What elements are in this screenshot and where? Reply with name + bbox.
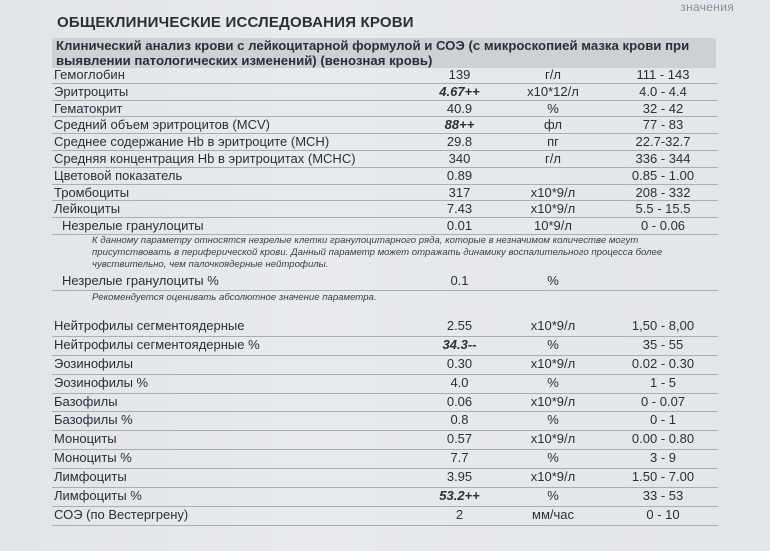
test-unit: %	[547, 374, 559, 390]
results-group-c	[52, 318, 718, 526]
test-value: 0.01	[446, 218, 473, 234]
test-unit: %	[547, 450, 559, 466]
note-line: присутствовать в периферической крови. Данный параметр может отражать динамику воспалительного процесса более	[92, 246, 663, 258]
test-name: Эозинофилы %	[54, 374, 149, 390]
test-value: 139	[448, 67, 471, 82]
note-line: Рекомендуется оценивать абсолютное значение параметра.	[92, 291, 377, 303]
report-title: ОБЩЕКЛИНИЧЕСКИЕ ИССЛЕДОВАНИЯ КРОВИ	[57, 14, 414, 31]
test-reference: 0.85 - 1.00	[631, 167, 695, 183]
table-row	[52, 218, 718, 235]
table-row	[52, 507, 718, 526]
test-value: 340	[448, 150, 471, 166]
test-name: Незрелые гранулоциты %	[62, 272, 219, 288]
note-line: чувствительно, чем палочкоядерные нейтрофилы.	[92, 258, 329, 270]
test-name: Моноциты %	[54, 450, 132, 466]
test-reference: 4.0 - 4.4	[639, 83, 687, 99]
test-value: 0.06	[446, 393, 473, 409]
table-row	[52, 488, 718, 507]
test-name: Среднее содержание Hb в эритроците (MCH)	[54, 134, 330, 150]
test-unit: пг	[547, 134, 559, 150]
test-name: Лимфоциты %	[54, 487, 142, 503]
test-name: Незрелые гранулоциты	[62, 218, 204, 234]
test-reference: 0.02 - 0.30	[631, 355, 695, 371]
table-row	[52, 412, 718, 431]
test-reference: 5.5 - 15.5	[635, 201, 691, 217]
table-row	[52, 394, 718, 413]
test-name: Цветовой показатель	[54, 167, 183, 183]
test-value: 4.0	[450, 374, 469, 390]
test-name: Тромбоциты	[54, 184, 130, 200]
test-unit: %	[547, 487, 559, 503]
table-row	[52, 134, 718, 151]
section-header: Клинический анализ крови с лейкоцитарной формулой и СОЭ (с микроскопией мазка крови при выявлении патологических изменений) (венозная кровь)	[52, 38, 716, 68]
table-row	[52, 151, 718, 168]
test-value: 3.95	[446, 469, 473, 485]
test-unit: мм/час	[532, 506, 574, 522]
test-name: Эритроциты	[54, 83, 129, 99]
test-unit: %	[547, 272, 559, 288]
test-name: Гемоглобин	[54, 67, 125, 82]
test-reference: 111 - 143	[636, 67, 690, 82]
test-name: Средняя концентрация Hb в эритроцитах (MCHC)	[54, 150, 356, 166]
test-reference: 22.7-32.7	[635, 134, 691, 150]
table-row	[52, 168, 718, 185]
table-row	[52, 117, 718, 134]
test-value: 29.8	[446, 134, 473, 150]
test-reference: 32 - 42	[642, 100, 684, 116]
test-unit: %	[547, 412, 559, 428]
test-name: Гематокрит	[54, 100, 123, 116]
test-value: 88++	[444, 117, 475, 133]
test-unit: х10*9/л	[530, 184, 576, 200]
table-row	[52, 67, 718, 84]
test-value: 4.67++	[439, 83, 480, 99]
test-value: 7.7	[450, 450, 469, 466]
test-name: Базофилы %	[54, 412, 133, 428]
table-row	[52, 201, 718, 218]
results-group-a	[52, 67, 718, 235]
test-name: Моноциты	[54, 431, 117, 447]
table-row	[52, 84, 718, 101]
note-line: К данному параметру относятся незрелые клетки гранулоцитарного ряда, которые в незначимом количестве могут	[92, 234, 639, 246]
test-reference: 0 - 10	[646, 506, 680, 522]
table-row	[52, 450, 718, 469]
test-value: 40.9	[446, 100, 473, 116]
table-row	[52, 185, 718, 202]
test-value: 0.89	[446, 167, 473, 183]
test-reference: 0 - 0.06	[640, 218, 686, 234]
test-value: 34.3--	[442, 336, 477, 352]
test-reference: 35 - 55	[642, 336, 684, 352]
test-value: 0.1	[450, 272, 469, 288]
test-unit: х10*9/л	[530, 431, 576, 447]
test-name: Нейтрофилы сегментоядерные	[54, 317, 245, 333]
test-name: Лейкоциты	[54, 201, 121, 217]
test-value: 53.2++	[439, 487, 480, 503]
note-immature-granulocytes	[52, 235, 718, 273]
test-value: 0.57	[446, 431, 473, 447]
test-unit: 10*9/л	[534, 218, 572, 234]
test-value: 0.30	[446, 355, 473, 371]
table-row	[52, 356, 718, 375]
test-value: 2	[455, 506, 464, 522]
test-unit: фл	[544, 117, 562, 133]
table-row	[52, 431, 718, 450]
test-unit: %	[547, 100, 559, 116]
test-unit: х10*9/л	[530, 355, 576, 371]
corner-text: значения	[680, 0, 734, 14]
test-reference: 3 - 9	[649, 450, 676, 466]
test-name: Базофилы	[54, 393, 118, 409]
test-unit: х10*9/л	[530, 201, 576, 217]
test-value: 317	[448, 184, 471, 200]
note-absolute-value	[52, 291, 718, 318]
table-row	[52, 337, 718, 356]
test-name: СОЭ (по Вестергрену)	[54, 506, 189, 522]
table-row	[52, 273, 718, 291]
test-reference: 1 - 5	[649, 374, 676, 390]
test-reference: 0.00 - 0.80	[631, 431, 695, 447]
results-table	[52, 67, 718, 526]
table-row	[52, 101, 718, 118]
test-unit: г/л	[545, 150, 561, 166]
test-unit: г/л	[545, 67, 561, 82]
test-name: Лимфоциты	[54, 469, 127, 485]
test-value: 7.43	[446, 201, 473, 217]
table-row	[52, 375, 718, 394]
test-reference: 1.50 - 7.00	[631, 469, 695, 485]
test-unit: х10*9/л	[530, 393, 576, 409]
test-name: Средний объем эритроцитов (MCV)	[54, 117, 270, 133]
test-reference: 336 - 344	[635, 150, 691, 166]
table-row	[52, 469, 718, 488]
test-value: 2.55	[446, 317, 473, 333]
test-reference: 0 - 0.07	[640, 393, 686, 409]
test-unit: х10*12/л	[527, 83, 579, 99]
test-value: 0.8	[450, 412, 469, 428]
table-row	[52, 318, 718, 337]
test-name: Эозинофилы	[54, 355, 133, 371]
test-reference: 208 - 332	[635, 184, 691, 200]
test-reference: 0 - 1	[649, 412, 676, 428]
test-unit: х10*9/л	[530, 317, 576, 333]
test-unit: %	[547, 336, 559, 352]
test-unit: х10*9/л	[530, 469, 576, 485]
test-name: Нейтрофилы сегментоядерные %	[54, 336, 260, 352]
test-reference: 77 - 83	[642, 117, 684, 133]
test-reference: 33 - 53	[642, 487, 684, 503]
test-reference: 1,50 - 8,00	[631, 317, 695, 333]
